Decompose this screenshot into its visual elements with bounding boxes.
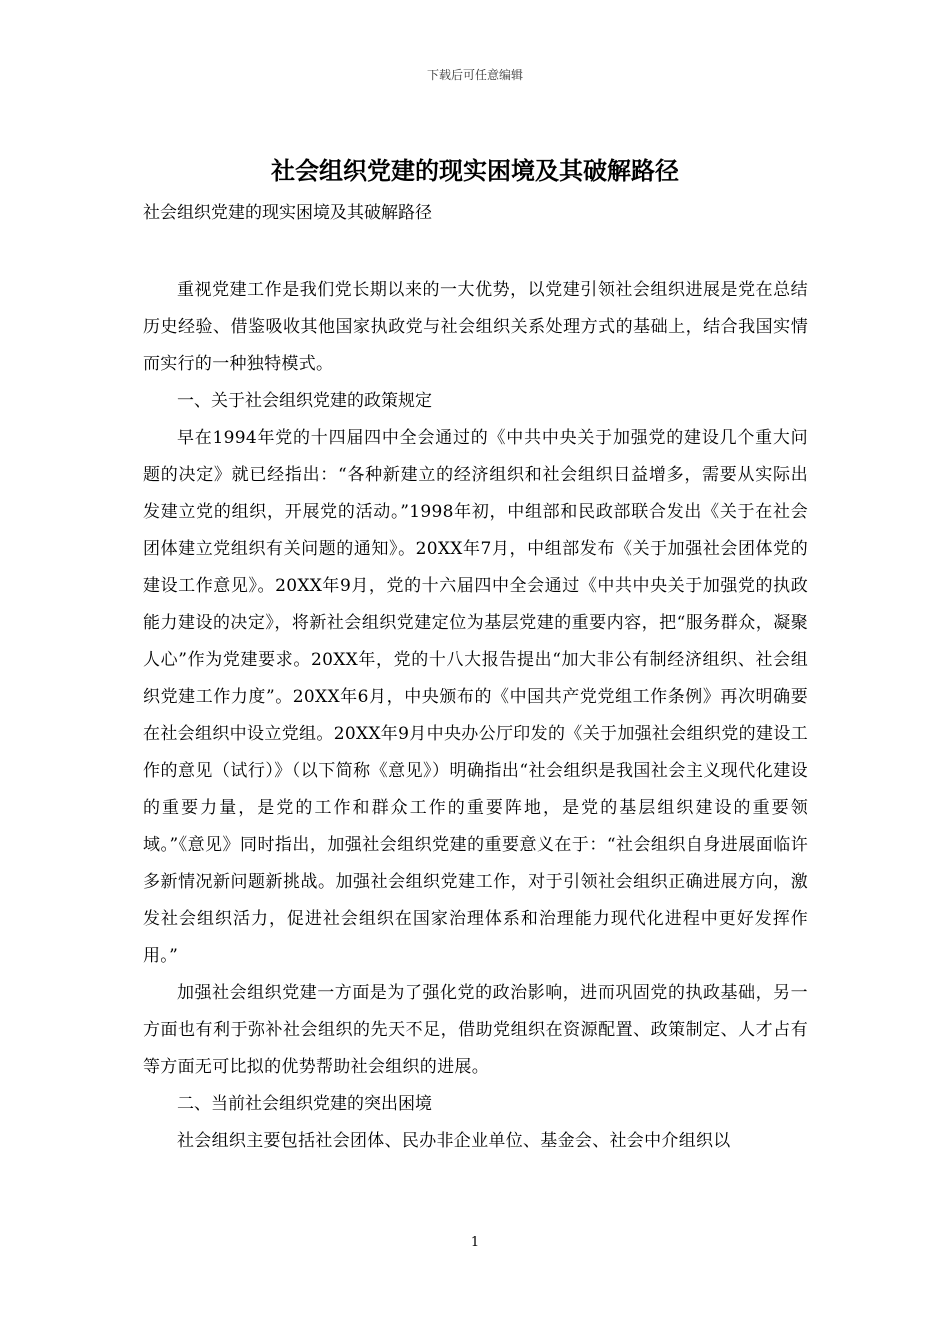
- paragraph-intro: 重视党建工作是我们党长期以来的一大优势，以党建引领社会组织进展是党在总结历史经验、借鉴吸收其他国家执政党与社会组织关系处理方式的基础上，结合我国实情而实行的一种独特模式。: [143, 280, 808, 374]
- page-header-note: 下载后可任意编辑: [426, 68, 523, 82]
- paragraph-policy-history: 早在1994年党的十四届四中全会通过的《中共中央关于加强党的建设几个重大问题的决定》就已经指出：“各种新建立的经济组织和社会组织日益增多，需要从实际出发建立党的组织，开展党的活动。”1998年初，中组部和民政部联合发出《关于在社会团体建立党组织有关问题的通知》。20XX年7月，中组部发布《关于加强社会团体党的建设工作意见》。20XX年9月，党的十六届四中全会通过《中共中央关于加强党的执政能力建设的决定》，将新社会组织党建定位为基层党建的重要内容，把“服务群众，凝聚人心”作为党建要求。20XX年，党的十八大报告提出“加大非公有制经济组织、社会组织党建工作力度”。20XX年6月，中央颁布的《中国共产党党组工作条例》再次明确要在社会组织中设立党组。20XX年9月中央办公厅印发的《关于加强社会组织党的建设工作的意见（试行）》（以下简称《意见》）明确指出“社会组织是我国社会主义现代化建设的重要力量，是党的工作和群众工作的重要阵地，是党的基层组织建设的重要领域。”《意见》同时指出，加强社会组织党建的重要意义在于：“社会组织自身进展面临许多新情况新问题新挑战。加强社会组织党建工作，对于引领社会组织正确进展方向，激发社会组织活力，促进社会组织在国家治理体系和治理能力现代化进程中更好发挥作用。”: [143, 428, 808, 966]
- paragraph-organization-types: 社会组织主要包括社会团体、民办非企业单位、基金会、社会中介组织以: [177, 1131, 731, 1151]
- document-title: 社会组织党建的现实困境及其破解路径: [271, 156, 679, 185]
- section-heading-policy: 一、关于社会组织党建的政策规定: [177, 391, 432, 411]
- section-heading-difficulties: 二、当前社会组织党建的突出困境: [177, 1094, 432, 1114]
- page-number: 1: [470, 1235, 480, 1250]
- paragraph-significance: 加强社会组织党建一方面是为了强化党的政治影响，进而巩固党的执政基础，另一方面也有利于弥补社会组织的先天不足，借助党组织在资源配置、政策制定、人才占有等方面无可比拟的优势帮助社会组织的进展。: [143, 983, 808, 1077]
- document-subtitle: 社会组织党建的现实困境及其破解路径: [143, 203, 432, 223]
- document-body: [143, 272, 808, 1160]
